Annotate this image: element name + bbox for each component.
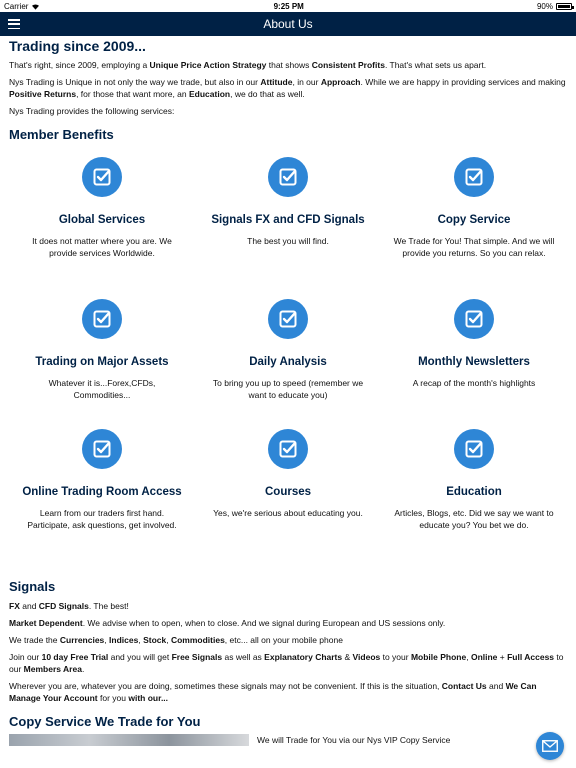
checkbox-icon	[268, 299, 308, 339]
benefit-signals	[195, 157, 381, 299]
benefit-text: Learn from our traders first hand. Participate, ask questions, get involved.	[27, 508, 177, 530]
benefit-monthly-newsletters	[381, 299, 567, 429]
signals-paragraph-1: FX and CFD Signals. The best!	[9, 601, 129, 611]
benefit-text: Articles, Blogs, etc. Did we say we want to educate you? You bet we do.	[394, 508, 554, 530]
benefit-text: Yes, we're serious about educating you.	[213, 508, 363, 518]
benefit-title: Online Trading Room Access	[22, 486, 182, 498]
page-title: About Us	[263, 17, 313, 31]
benefit-text: The best you will find.	[247, 236, 329, 246]
copy-service-title: Copy Service We Trade for You	[9, 714, 201, 729]
benefit-title: Global Services	[58, 214, 146, 226]
signals-paragraph-3: We trade the Currencies, Indices, Stock, Commodities, etc... all on your mobile phone	[9, 635, 343, 645]
benefit-text: A recap of the month's highlights	[412, 378, 536, 388]
signals-title: Signals	[9, 579, 56, 594]
benefit-text: It does not matter where you are. We provide services Worldwide.	[32, 236, 172, 258]
hero-paragraph-1: That's right, since 2009, employing a Unique Price Action Strategy that shows Consistent Profits. That's what sets us apart.	[9, 60, 487, 70]
carrier-label: Carrier	[4, 1, 29, 11]
status-right	[537, 2, 572, 11]
hero-paragraph-2: Nys Trading is Unique in not only the way we trade, but also in our Attitude, in our Approach. While we are happy in providing services and making Positive Returns, for those that want more, an Education, we do that as well.	[9, 77, 566, 99]
status-time: 9:25 PM	[273, 1, 304, 11]
mail-icon[interactable]	[536, 732, 564, 760]
signals-paragraph-5: Wherever you are, whatever you are doing, sometimes these signals may not be convenient. If this is the situation, Contact Us and We Can Manage Your Account for you with our...	[9, 681, 537, 703]
nav-bar	[0, 12, 576, 36]
benefit-major-assets	[9, 299, 195, 429]
signals-paragraph-4: Join our 10 day Free Trial and you will get Free Signals as well as Explanatory Charts & Videos to your Mobile Phone, Online + Full Access to our Members Area.	[9, 652, 564, 674]
wifi-icon	[31, 3, 40, 10]
benefit-title: Trading on Major Assets	[35, 356, 169, 368]
battery-percent: 90%	[536, 1, 553, 11]
benefits-row-3	[9, 429, 567, 569]
benefits-row-1	[9, 157, 567, 299]
benefit-courses	[195, 429, 381, 569]
benefit-text: To bring you up to speed (remember we want to educate you)	[212, 378, 364, 400]
benefit-title: Signals FX and CFD Signals	[211, 214, 365, 226]
benefit-title: Daily Analysis	[249, 356, 327, 368]
signals-paragraph-2: Market Dependent. We advise when to open, when to close. And we signal during European and US sessions only.	[9, 618, 446, 628]
checkbox-icon	[82, 429, 122, 469]
checkbox-icon	[268, 429, 308, 469]
benefit-copy-service	[381, 157, 567, 299]
hero-paragraph-3: Nys Trading provides the following services:	[9, 106, 175, 116]
battery-icon	[556, 3, 572, 10]
benefit-daily-analysis	[195, 299, 381, 429]
main-content	[0, 38, 576, 746]
benefit-trading-room	[9, 429, 195, 569]
hero-title: Trading since 2009...	[9, 38, 146, 54]
checkbox-icon	[82, 157, 122, 197]
benefit-title: Copy Service	[437, 214, 511, 226]
benefit-title: Education	[446, 486, 502, 498]
benefit-global-services	[9, 157, 195, 299]
checkbox-icon	[454, 429, 494, 469]
benefit-text: Whatever it is...Forex,CFDs, Commodities...	[48, 378, 156, 400]
checkbox-icon	[454, 299, 494, 339]
status-bar	[0, 0, 576, 12]
benefits-row-2	[9, 299, 567, 429]
checkbox-icon	[82, 299, 122, 339]
benefit-text: We Trade for You! That simple. And we will provide you returns. So you can relax.	[393, 236, 555, 258]
checkbox-icon	[268, 157, 308, 197]
menu-icon[interactable]	[8, 19, 20, 29]
benefit-education	[381, 429, 567, 569]
copy-service-row	[9, 734, 567, 746]
benefits-title: Member Benefits	[9, 127, 114, 142]
copy-service-image	[9, 734, 249, 746]
benefit-title: Monthly Newsletters	[418, 356, 530, 368]
copy-service-text: We will Trade for You via our Nys VIP Copy Service	[257, 735, 451, 745]
benefit-title: Courses	[264, 486, 312, 498]
status-left	[4, 2, 40, 11]
checkbox-icon	[454, 157, 494, 197]
